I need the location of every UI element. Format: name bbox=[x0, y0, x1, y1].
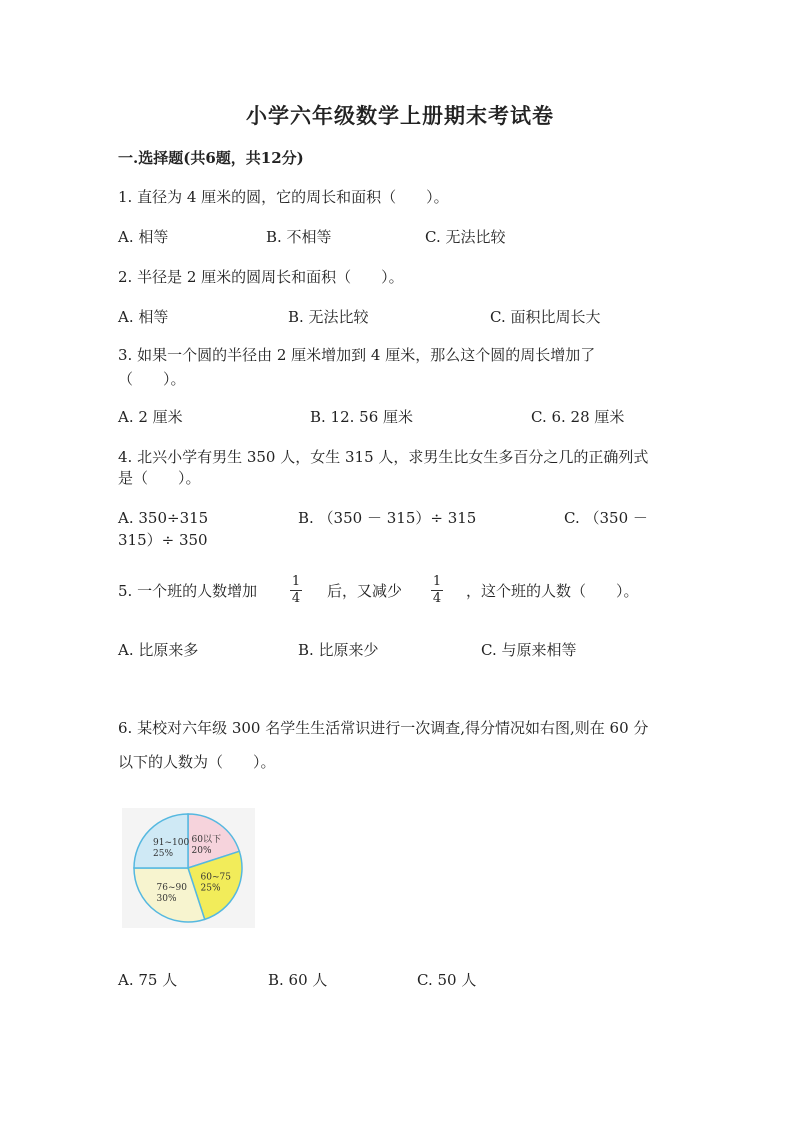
q5-option-c: C. 与原来相等 bbox=[481, 641, 577, 659]
fraction-numerator: 1 bbox=[291, 574, 301, 589]
q4-stem: 4. 北兴小学有男生 350 人，女生 315 人，求男生比女生多百分之几的正确列式 bbox=[118, 448, 649, 466]
pie-label-below-60: 60以下 bbox=[191, 835, 221, 845]
q3-stem-cont: （ ）。 bbox=[118, 370, 186, 388]
q1-stem: 1. 直径为 4 厘米的圆，它的周长和面积（ ）。 bbox=[118, 188, 449, 206]
pie-value-91-100: 25% bbox=[153, 849, 174, 859]
q4-option-c: C. （350 － bbox=[564, 509, 648, 527]
q5-stem-part1: 5. 一个班的人数增加 bbox=[118, 582, 258, 600]
q4-option-c-cont: 315）÷ 350 bbox=[118, 531, 208, 549]
q5-option-a: A. 比原来多 bbox=[118, 641, 199, 659]
q3-option-c: C. 6. 28 厘米 bbox=[531, 408, 625, 426]
q2-option-b: B. 无法比较 bbox=[288, 308, 369, 326]
q2-option-a: A. 相等 bbox=[118, 308, 169, 326]
fraction-numerator: 1 bbox=[432, 574, 442, 589]
q5-stem-part2: 后，又减少 bbox=[327, 582, 403, 600]
q5-option-b: B. 比原来少 bbox=[298, 641, 379, 659]
pie-value-60-75: 25% bbox=[200, 883, 221, 894]
q3-stem: 3. 如果一个圆的半径由 2 厘米增加到 4 厘米，那么这个圆的周长增加了 bbox=[118, 346, 596, 364]
pie-label-76-90: 76~90 bbox=[156, 883, 187, 893]
q1-option-b: B. 不相等 bbox=[266, 228, 332, 246]
pie-value-76-90: 30% bbox=[156, 894, 177, 904]
q4-option-b: B. （350 － 315）÷ 315 bbox=[298, 509, 477, 527]
page-title: 小学六年级数学上册期末考试卷 bbox=[246, 103, 554, 128]
q4-option-a: A. 350÷315 bbox=[118, 509, 209, 527]
fraction-denominator: 4 bbox=[432, 591, 442, 606]
q6-option-a: A. 75 人 bbox=[118, 971, 178, 989]
q2-stem: 2. 半径是 2 厘米的圆周长和面积（ ）。 bbox=[118, 268, 404, 286]
score-pie-chart bbox=[122, 808, 255, 928]
q4-stem-cont: 是（ ）。 bbox=[118, 469, 201, 487]
section-heading: 一.选择题(共6题，共12分) bbox=[118, 149, 304, 167]
q2-option-c: C. 面积比周长大 bbox=[490, 308, 601, 326]
q1-option-a: A. 相等 bbox=[118, 228, 169, 246]
pie-label-60-75: 60~75 bbox=[200, 872, 231, 883]
q3-option-b: B. 12. 56 厘米 bbox=[310, 408, 414, 426]
pie-label-91-100: 91~100 bbox=[153, 838, 190, 848]
q6-option-b: B. 60 人 bbox=[268, 971, 328, 989]
q6-stem: 6. 某校对六年级 300 名学生生活常识进行一次调查,得分情况如右图,则在 60 分 bbox=[118, 719, 649, 737]
q6-option-c: C. 50 人 bbox=[417, 971, 477, 989]
q3-option-a: A. 2 厘米 bbox=[118, 408, 183, 426]
q5-fraction-2 bbox=[429, 575, 445, 606]
pie-value-below-60: 20% bbox=[191, 846, 212, 856]
fraction-denominator: 4 bbox=[291, 591, 301, 606]
q6-stem-cont: 以下的人数为（ ）。 bbox=[118, 753, 276, 771]
q5-stem-part3: ，这个班的人数（ ）。 bbox=[466, 582, 639, 600]
q1-option-c: C. 无法比较 bbox=[425, 228, 506, 246]
q5-fraction-1 bbox=[288, 575, 304, 606]
